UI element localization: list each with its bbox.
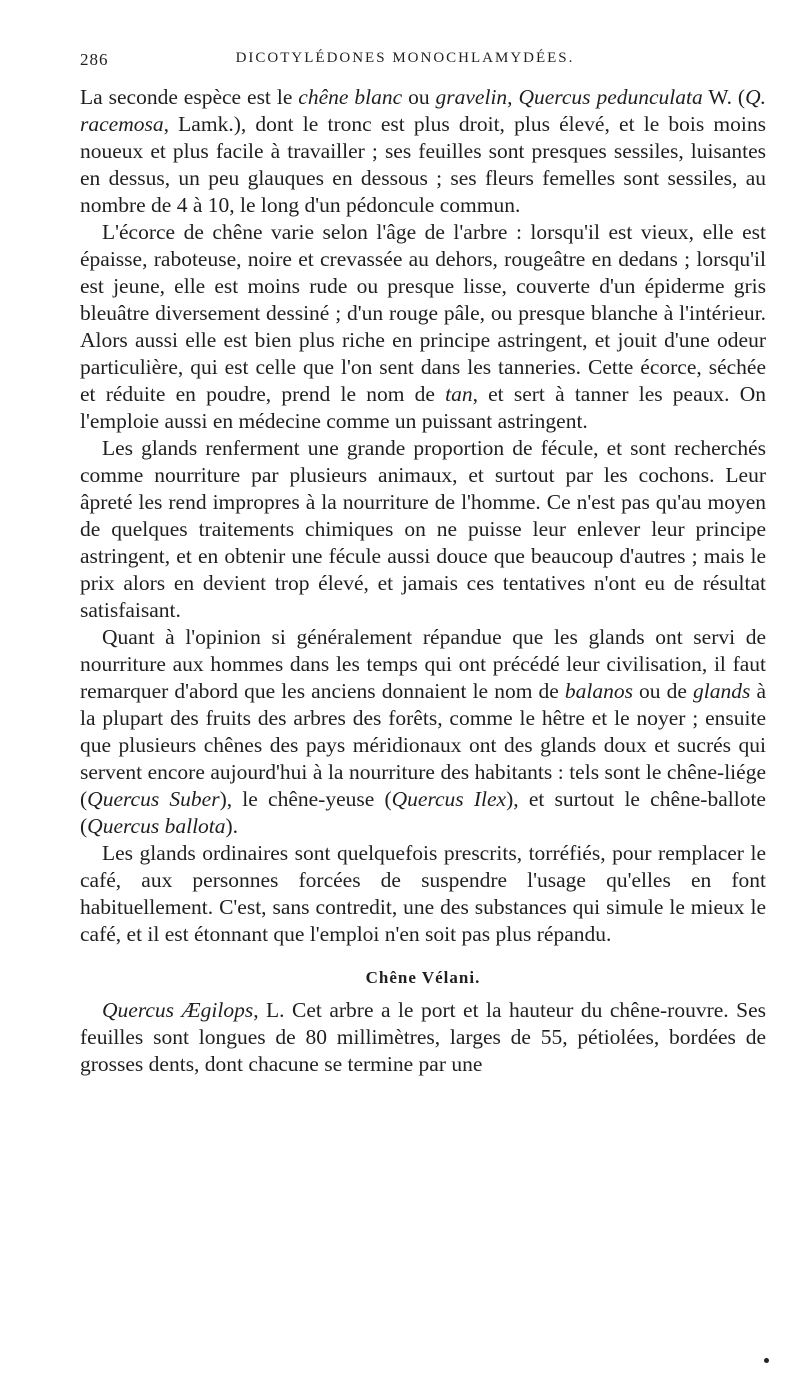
text-run: W. (	[702, 85, 746, 109]
page-mark-dot	[764, 1358, 769, 1363]
text-run: , et sert à tanner les peaux. On l'emploie aussi en médecine comme un puissant astringent.	[80, 382, 766, 433]
text-run: La seconde espèce est le	[80, 85, 299, 109]
paragraph	[80, 219, 766, 435]
text-run: Les glands ordinaires sont quelquefois prescrits, torréfiés, pour remplacer le café, aux personnes forcées de suspendre l'usage qu'elles en font habituellement. C'est, sans contredit, une des substances qui simule le mieux le café, et il est étonnant que l'emploi n'en soit pas plus répandu.	[80, 841, 766, 946]
italic-text: Quercus Ægilops	[102, 998, 254, 1022]
paragraph	[80, 840, 766, 948]
running-title: DICOTYLÉDONES MONOCHLAMYDÉES.	[235, 50, 575, 66]
paragraph	[80, 435, 766, 624]
text-run: ), le chêne-yeuse (	[219, 787, 392, 811]
text-run: ou	[402, 85, 436, 109]
italic-text: balanos	[564, 679, 633, 703]
italic-text: Quercus Suber	[87, 787, 220, 811]
italic-text: Quercus Ilex	[391, 787, 507, 811]
italic-text: glands	[693, 679, 751, 703]
page-header	[80, 50, 730, 76]
text-run: ).	[225, 814, 239, 838]
final-paragraph	[80, 997, 766, 1078]
section-heading: Chêne Vélani.	[365, 968, 481, 987]
paragraph	[80, 624, 766, 840]
italic-text: Q. racemosa	[80, 85, 766, 136]
text-run: , Lamk.), dont le tronc est plus droit, plus élevé, et le bois moins noueux et plus facile à travailler ; ses feuilles sont presques sessiles, luisantes en dessus, un peu glauques en dessous ; ses fleurs femelles sont sessiles, au nombre de 4 à 10, le long d'un pédoncule commun.	[80, 112, 766, 217]
text-run: ou de	[632, 679, 694, 703]
italic-text: tan	[445, 382, 473, 406]
paragraph	[80, 84, 766, 219]
page-number: 286	[80, 50, 109, 69]
page-body	[80, 84, 766, 1078]
text-run: Les glands renferment une grande proportion de fécule, et sont recherchés comme nourriture par plusieurs animaux, et surtout par les cochons. Leur âpreté les rend impropres à la nourriture de l'homme. Ce n'est pas qu'au moyen de quelques traitements chimiques on ne puisse leur enlever leur principe astringent, et en obtenir une fécule aussi douce que beaucoup d'autres ; mais le prix alors en devient trop élevé, et jamais ces tentatives n'ont eu de résultat satisfaisant.	[80, 436, 766, 622]
italic-text: gravelin, Quercus pedunculata	[435, 85, 703, 109]
italic-text: Quercus ballota	[87, 814, 226, 838]
text-run: ), et surtout le chêne-ballote (	[80, 787, 766, 838]
italic-text: chêne blanc	[298, 85, 403, 109]
text-run: , L. Cet arbre a le port et la hauteur du chêne-rouvre. Ses feuilles sont longues de 80 millimètres, larges de 55, pétiolées, bordées de grosses dents, dont chacune se termine par une	[80, 998, 766, 1076]
text-run: à la plupart des fruits des arbres des forêts, comme le hêtre et le noyer ; ensuite que plusieurs chênes des pays méridionaux ont des glands doux et sucrés qui servent encore aujourd'hui à la nourriture des habitants : tels sont le chêne-liége (	[80, 679, 766, 811]
text-run: L'écorce de chêne varie selon l'âge de l'arbre : lorsqu'il est vieux, elle est épaisse, raboteuse, noire et crevassée au dehors, rougeâtre en dedans ; lorsqu'il est jeune, elle est moins rude ou presque lisse, couverte d'un épiderme gris bleuâtre diversement dessiné ; d'un rouge pâle, ou presque blanche à l'intérieur. Alors aussi elle est bien plus riche en principe astringent, et jouit d'une odeur particulière, qui est celle que l'on sent dans les tanneries. Cette écorce, séchée et réduite en poudre, prend le nom de	[80, 220, 766, 406]
text-run: Quant à l'opinion si généralement répandue que les glands ont servi de nourriture aux hommes dans les temps qui ont précédé leur civilisation, il faut remarquer d'abord que les anciens donnaient le nom de	[80, 625, 766, 703]
